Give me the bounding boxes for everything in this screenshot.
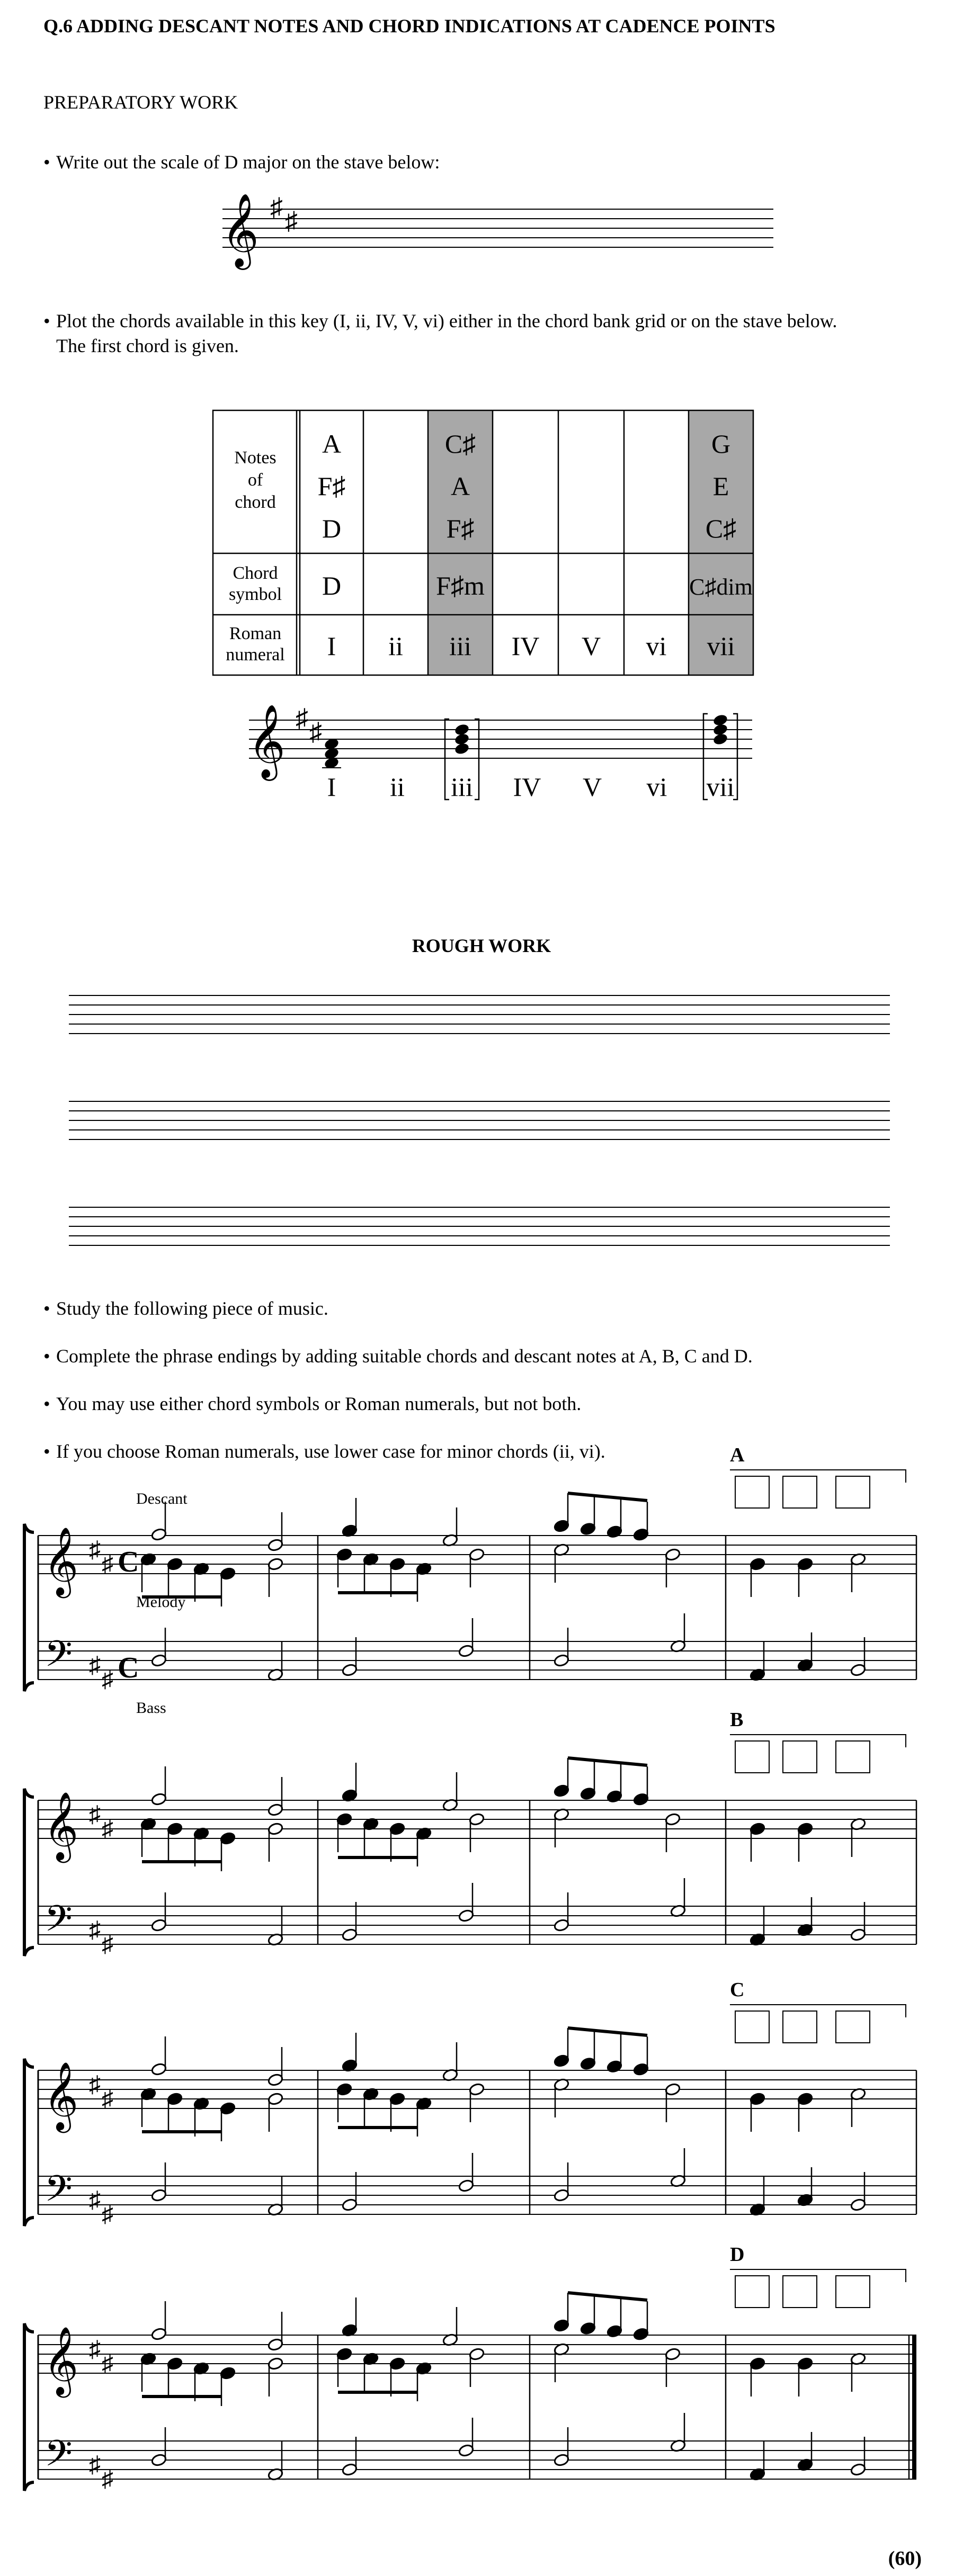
grid-roman: IV [511,631,540,661]
grid-roman: vi [646,631,667,661]
treble-clef-icon: 𝄞 [43,2063,79,2129]
grid-chord-symbol: F♯m [436,571,485,600]
cadence-letter: B [730,1709,744,1731]
bullet-scale: • Write out the scale of D major on the stave below: [43,151,440,173]
grid-note: A [322,429,342,459]
marks-label: (60) [888,2547,922,2570]
sharp-icon: ♯ [102,1816,113,1842]
bass-clef-icon: 𝄢 [44,1899,73,1947]
sharp-icon: ♯ [89,1917,101,1943]
chord-stave[interactable] [244,699,763,821]
sharp-icon: ♯ [102,2086,113,2112]
sharp-icon: ♯ [89,2187,101,2213]
bullet-scale-text: Write out the scale of D major on the stave below: [56,151,440,173]
question-title: Q.6 ADDING DESCANT NOTES AND CHORD INDICATIONS AT CADENCE POINTS [43,15,775,37]
bass-clef-icon: 𝄢 [44,2434,73,2482]
treble-clef-icon: 𝄞 [43,2328,79,2394]
sharp-icon: ♯ [309,718,322,746]
grid-roman: vii [707,631,735,661]
bass-clef-icon: 𝄢 [44,2169,73,2218]
bullet-plot-line2: The first chord is given. [56,335,239,356]
answer-box[interactable] [735,2011,769,2043]
chord-bank-grid[interactable] [212,410,763,686]
melody-label: Melody [136,1593,186,1611]
treble-clef-icon: 𝄞 [43,1529,79,1594]
stave-numeral: vi [646,772,667,802]
cadence-letter: A [730,1444,745,1466]
grid-note: F♯ [446,514,475,543]
stave-numeral: vii [706,772,735,802]
chord-notes-I [322,737,341,770]
score-system [24,1444,916,1717]
grid-roman: I [327,631,336,661]
grid-note: E [712,471,729,501]
answer-box[interactable] [836,1476,870,1508]
grid-note: C♯ [705,514,737,543]
treble-clef-icon: 𝄞 [221,195,259,265]
answer-box[interactable] [836,1741,870,1773]
sharp-icon: ♯ [102,1551,113,1577]
bullet-plot: • Plot the chords available in this key (I, ii, IV, V, vi) either in the chord bank grid or on the stave below. [43,310,837,331]
sharp-icon: ♯ [89,2452,101,2478]
instruction-item: • You may use either chord symbols or Roman numerals, but not both. [43,1393,582,1414]
sharp-icon: ♯ [285,207,298,235]
bullet-plot-line1: Plot the chords available in this key (I, ii, IV, V, vi) either in the chord bank grid or on the stave below. [56,310,837,331]
bass-clef-icon: 𝄢 [44,1635,73,1683]
grid-roman: iii [449,631,471,661]
answer-box[interactable] [836,2011,870,2043]
stave-numeral: ii [390,772,405,802]
row-label-chord-symbol: Chord [233,563,278,583]
preparatory-heading: PREPARATORY WORK [43,92,238,113]
stave-numeral: iii [451,772,473,802]
answer-box[interactable] [783,2011,817,2043]
score-system [24,1979,916,2227]
grid-note: G [711,429,731,459]
answer-box[interactable] [735,1476,769,1508]
grid-note: A [450,471,470,501]
score-system [24,2243,916,2492]
instruction-item: • Complete the phrase endings by adding suitable chords and descant notes at A, B, C and D. [43,1345,753,1367]
sharp-icon: ♯ [102,2350,113,2376]
grid-chord-symbol: C♯dim [689,574,753,600]
stave-numeral: I [327,772,336,802]
stave-numeral: IV [513,772,541,802]
scale-stave[interactable] [212,183,784,289]
svg-text:symbol: symbol [228,585,282,604]
grid-roman: ii [388,631,403,661]
rough-work-staves[interactable] [69,990,895,1265]
sharp-icon: ♯ [89,1801,101,1827]
instruction-item: • Study the following piece of music. [43,1298,328,1319]
treble-clef-icon: 𝄞 [248,706,286,776]
sharp-icon: ♯ [89,1537,101,1563]
row-label-notes: Notes [234,448,277,468]
grid-note: F♯ [317,471,346,501]
common-time-icon: C [118,1651,139,1684]
answer-box[interactable] [836,2276,870,2308]
grid-note: D [322,514,342,543]
bass-label: Bass [136,1699,166,1717]
stave-numeral: V [582,772,602,802]
sharp-icon: ♯ [89,2071,101,2097]
rough-work-heading: ROUGH WORK [412,935,551,956]
answer-box[interactable] [735,1741,769,1773]
answer-box[interactable] [735,2276,769,2308]
treble-clef-icon: 𝄞 [43,1793,79,1859]
svg-text:chord: chord [235,492,276,512]
sharp-icon: ♯ [102,1666,113,1692]
answer-box[interactable] [783,1476,817,1508]
sharp-icon: ♯ [270,193,283,221]
common-time-icon: C [118,1546,139,1578]
answer-box[interactable] [783,1741,817,1773]
sharp-icon: ♯ [296,704,308,732]
cadence-letter: D [730,2243,745,2266]
row-label-roman: Roman [229,624,282,643]
score-system [24,1709,916,1957]
sharp-icon: ♯ [102,2466,113,2492]
cadence-letter: C [730,1979,745,2001]
sharp-icon: ♯ [89,1652,101,1678]
descant-label: Descant [136,1490,188,1507]
grid-note: C♯ [444,429,476,459]
answer-box[interactable] [783,2276,817,2308]
instruction-item: • If you choose Roman numerals, use lower case for minor chords (ii, vi). [43,1441,605,1462]
grid-roman: V [581,631,601,661]
grid-chord-symbol: D [322,571,342,600]
svg-text:of: of [247,470,263,490]
svg-text:numeral: numeral [226,645,285,665]
sharp-icon: ♯ [89,2336,101,2362]
sharp-icon: ♯ [102,2201,113,2227]
sharp-icon: ♯ [102,1931,113,1957]
